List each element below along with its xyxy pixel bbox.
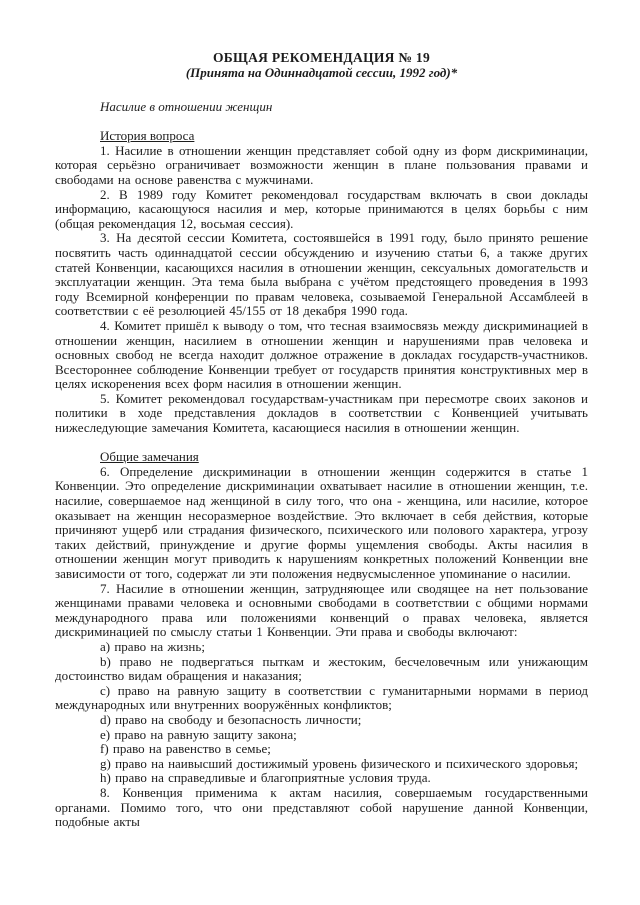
paragraph-8: 8. Конвенция применима к актам насилия, совершаемым государственными органами. Помимо того, что они представляют собой нарушение данной Конвенции, подобные акты <box>55 784 588 830</box>
paragraph-4: 4. Комитет пришёл к выводу о том, что тесная взаимосвязь между дискриминацией в отношении женщин, насилием в отношении женщин и нарушениями прав человека и основных свобод не всегда находит должное отражение в докладах государств-участников. Всестороннее соблюдение Конвенции требует от государств принятия конструктивных мер в целях искоренения всех форм насилия в отношении женщин. <box>55 317 588 392</box>
paragraph-7: 7. Насилие в отношении женщин, затрудняющее или сводящее на нет пользование женщинами правами человека и основными свободами в соответствии с общими нормами международного права или положениями конвенций о правах человека, является дискриминацией по смыслу статьи 1 Конвенции. Эти права и свободы включают: <box>55 580 588 640</box>
list-item-c: c) право на равную защиту в соответствии с гуманитарными нормами в период международных или внутренних вооружённых конфликтов; <box>55 682 588 713</box>
section-heading-general-remarks: Общие замечания <box>100 449 199 465</box>
list-item-e: e) право на равную защиту закона; <box>100 726 297 742</box>
document-subject-line: Насилие в отношении женщин <box>100 99 273 114</box>
list-item-d: d) право на свободу и безопасность личности; <box>100 711 362 727</box>
list-item-a: a) право на жизнь; <box>100 638 205 654</box>
paragraph-3: 3. На десятой сессии Комитета, состоявшейся в 1991 году, было принято решение посвятить часть одиннадцатой сессии обсуждению и изучению статьи 6, а также других статей Конвенции, касающихся насилия в отношении женщин, сексуальных домогательств и эксплуатации женщин. Эта тема была выбрана с учётом предстоящего проведения в 1993 году Всемирной конференции по правам человека, созываемой Генеральной Ассамблеей в соответствии с её резолюцией 45/155 от 18 декабря 1990 года. <box>55 230 588 319</box>
paragraph-1: 1. Насилие в отношении женщин представляет собой одну из форм дискриминации, которая серьёзно ограничивает возможности женщин в плане пользования правами и свободами на основе равенства с мужчинами. <box>55 142 588 187</box>
list-item-h: h) право на справедливые и благоприятные условия труда. <box>100 770 431 786</box>
list-item-b: b) право не подвергаться пыткам и жестоким, бесчеловечным или унижающим достоинство видам обращения и наказания; <box>55 653 588 684</box>
list-item-g: g) право на наивысший достижимый уровень физического и психического здоровья; <box>100 755 579 771</box>
document-title: ОБЩАЯ РЕКОМЕНДАЦИЯ № 19 <box>212 50 431 65</box>
paragraph-5: 5. Комитет рекомендовал государствам-участникам при пересмотре своих законов и политики в ходе представления докладов в соответствии с Конвенцией учитывать нижеследующие замечания Комитета, касающиеся насилия в отношении женщин. <box>55 390 588 436</box>
section-heading-history: История вопроса <box>100 128 195 144</box>
document-subtitle: (Принята на Одиннадцатой сессии, 1992 год)* <box>185 65 458 80</box>
paragraph-2: 2. В 1989 году Комитет рекомендовал государствам включать в свои доклады информацию, касающуюся насилия и мер, которые принимаются в целях борьбы с ним (общая рекомендация 12, восьмая сессия). <box>55 186 588 231</box>
paragraph-6: 6. Определение дискриминации в отношении женщин содержится в статье 1 Конвенции. Это определение дискриминации охватывает насилие в отношении женщин, т.е. насилие, совершаемое над женщиной в силу того, что она - женщина, или насилие, которое оказывает на женщин несоразмерное воздействие. Это включает в себя действия, которые причиняют ущерб или страдания физического, психического или полового характера, угрозу таких действий, принуждение и другие формы ущемления свободы. Акты насилия в отношении женщин могут приводить к нарушениям конкретных положений Конвенции вне зависимости от того, содержат ли эти положения недвусмысленное упоминание о насилии. <box>55 463 588 581</box>
list-item-f: f) право на равенство в семье; <box>100 741 271 757</box>
